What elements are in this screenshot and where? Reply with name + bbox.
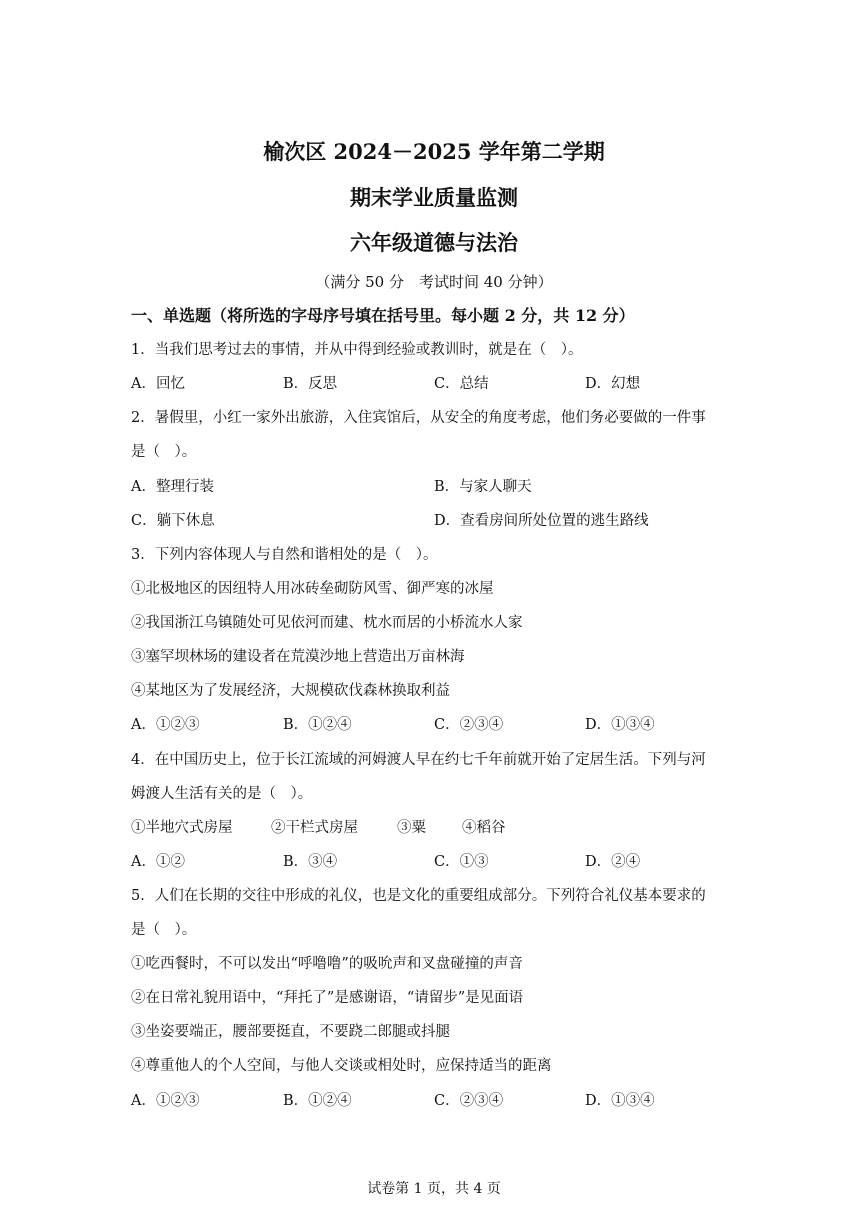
question-4-option-c: C．①③ [434, 854, 489, 870]
question-4-option-a: A．①② [131, 854, 185, 870]
question-5-option-b: B．①②④ [283, 1093, 352, 1109]
question-3-option-a: A．①②③ [131, 717, 200, 733]
question-3-option-c: C．②③④ [434, 717, 504, 733]
question-5-item-3: ③坐姿要端正，腰部要挺直，不要跷二郎腿或抖腿 [131, 1024, 450, 1040]
question-3-item-3: ③塞罕坝林场的建设者在荒漠沙地上营造出万亩林海 [131, 649, 465, 665]
question-1-option-a: A．回忆 [131, 376, 185, 392]
question-2-option-d: D．查看房间所处位置的逃生路线 [434, 513, 649, 529]
question-4-stem: 4．在中国历史上，位于长江流域的河姆渡人早在约七千年前就开始了定居生活。下列与河 [131, 752, 706, 768]
question-3-stem: 3．下列内容体现人与自然和谐相处的是（ ）。 [131, 547, 438, 563]
question-3-item-4: ④某地区为了发展经济，大规模砍伐森林换取利益 [131, 683, 450, 699]
question-2-option-b: B．与家人聊天 [434, 479, 532, 495]
question-5-item-2: ②在日常礼貌用语中，“拜托了”是感谢语，“请留步”是见面语 [131, 990, 524, 1006]
exam-title-line1: 榆次区 2024－2025 学年第二学期 [263, 139, 605, 164]
question-5-stem-cont: 是（ ）。 [131, 922, 197, 938]
question-2-stem: 2．暑假里，小红一家外出旅游，入住宾馆后，从安全的角度考虑，他们务必要做的一件事 [131, 410, 706, 426]
exam-title-line3: 六年级道德与法治 [350, 230, 518, 255]
question-5-option-d: D．①③④ [585, 1093, 655, 1109]
question-3-option-d: D．①③④ [585, 717, 655, 733]
question-4-item-4: ④稻谷 [462, 820, 506, 836]
question-2-stem-cont: 是（ ）。 [131, 444, 197, 460]
question-2-option-a: A．整理行装 [131, 479, 214, 495]
page-footer: 试卷第 1 页，共 4 页 [367, 1181, 501, 1197]
question-5-option-c: C．②③④ [434, 1093, 504, 1109]
question-5-item-1: ①吃西餐时，不可以发出“呼噜噜”的吸吮声和叉盘碰撞的声音 [131, 956, 523, 972]
question-3-item-1: ①北极地区的因纽特人用冰砖垒砌防风雪、御严寒的冰屋 [131, 581, 494, 597]
question-1-option-b: B．反思 [283, 376, 338, 392]
question-5-option-a: A．①②③ [131, 1093, 200, 1109]
question-3-option-b: B．①②④ [283, 717, 352, 733]
question-4-option-b: B．③④ [283, 854, 338, 870]
exam-title-line2: 期末学业质量监测 [350, 185, 518, 210]
question-4-item-1: ①半地穴式房屋 [131, 820, 233, 836]
section-heading: 一、单选题（将所选的字母序号填在括号里。每小题 2 分，共 12 分） [131, 306, 635, 325]
question-1-option-c: C．总结 [434, 376, 489, 392]
question-5-stem: 5．人们在长期的交往中形成的礼仪，也是文化的重要组成部分。下列符合礼仪基本要求的 [131, 888, 706, 904]
exam-info: （满分 50 分 考试时间 40 分钟） [315, 273, 553, 291]
question-1-option-d: D．幻想 [585, 376, 641, 392]
question-4-item-2: ②干栏式房屋 [271, 820, 358, 836]
question-4-stem-cont: 姆渡人生活有关的是（ ）。 [131, 786, 313, 802]
question-4-item-3: ③粟 [397, 820, 426, 836]
question-4-option-d: D．②④ [585, 854, 641, 870]
question-1-stem: 1．当我们思考过去的事情，并从中得到经验或教训时，就是在（ ）。 [131, 342, 583, 358]
question-5-item-4: ④尊重他人的个人空间，与他人交谈或相处时，应保持适当的距离 [131, 1058, 552, 1074]
question-3-item-2: ②我国浙江乌镇随处可见依河而建、枕水而居的小桥流水人家 [131, 615, 523, 631]
question-2-option-c: C．躺下休息 [131, 513, 215, 529]
